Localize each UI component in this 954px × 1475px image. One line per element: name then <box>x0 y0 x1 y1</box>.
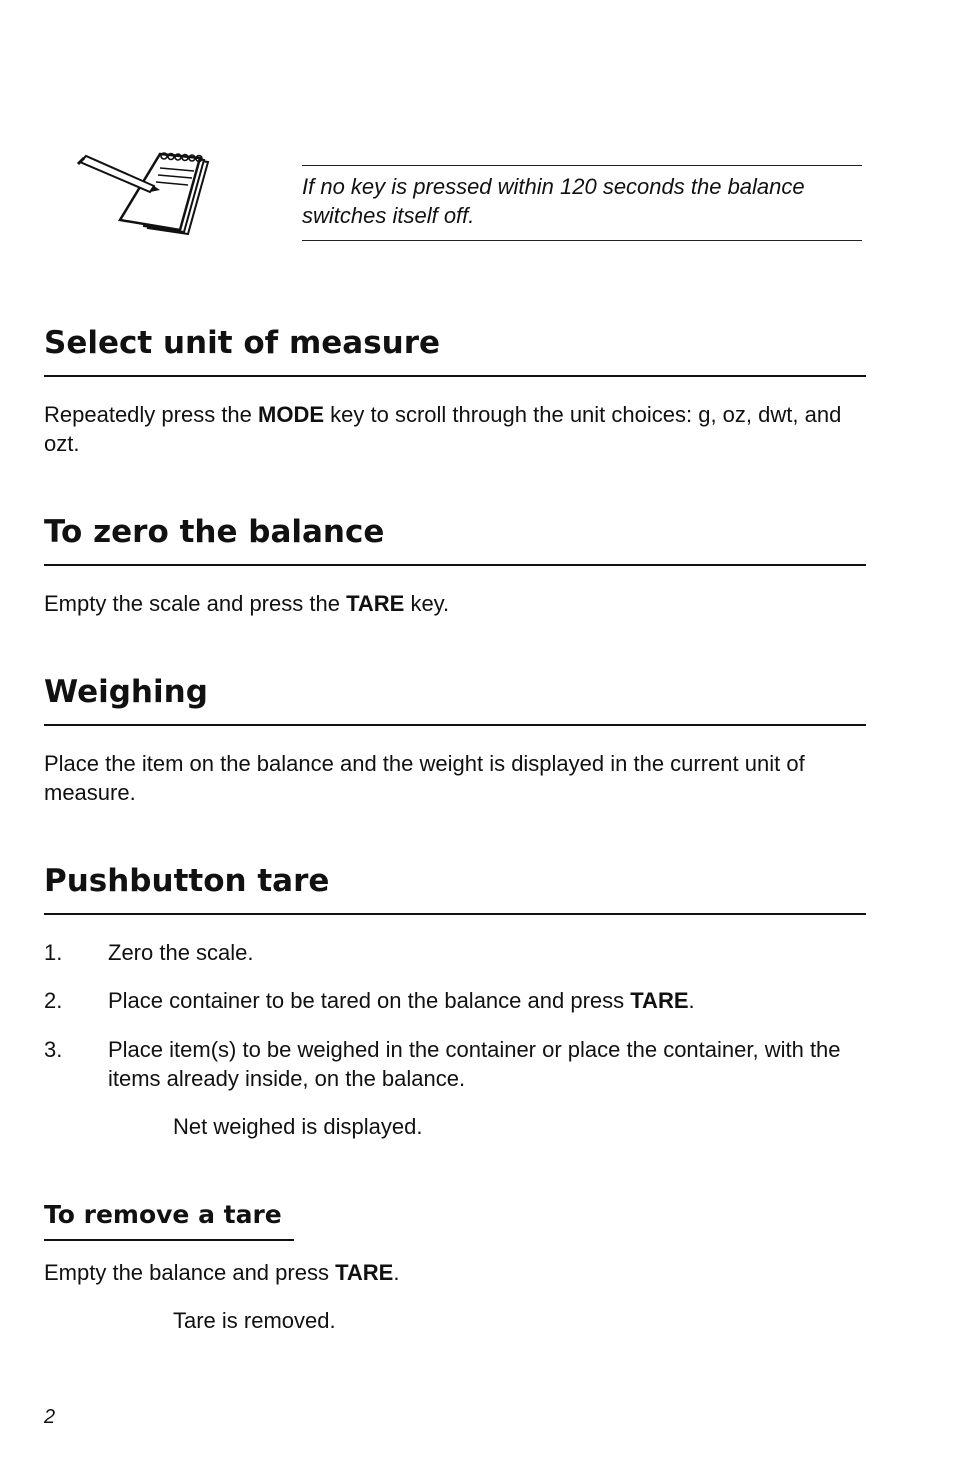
text-run: Place container to be tared on the balance and press <box>108 988 631 1013</box>
note-text: If no key is pressed within 120 seconds the balance switches itself off. <box>302 174 805 228</box>
text-run: Empty the scale and press the <box>44 591 347 616</box>
paragraph-zero-balance <box>44 589 866 618</box>
page-number: 2 <box>44 1406 56 1428</box>
text-run: . <box>688 988 695 1013</box>
text-run: Empty the balance and press <box>44 1260 336 1285</box>
step-text: Zero the scale. <box>108 940 254 965</box>
key-tare: TARE <box>335 1260 394 1285</box>
notepad-pencil-icon <box>76 150 212 240</box>
step-text: Place item(s) to be weighed in the container or place the container, with the items already inside, on the balance. <box>108 1037 841 1091</box>
paragraph-remove-tare <box>44 1258 866 1287</box>
key-tare: TARE <box>346 591 405 616</box>
heading-zero-balance: To zero the balance <box>44 512 866 566</box>
result-text: Net weighed is displayed. <box>173 1114 423 1139</box>
heading-pushbutton-tare: Pushbutton tare <box>44 861 866 915</box>
note-callout <box>302 165 862 241</box>
text-run: key to scroll through the unit choices: g, oz, dwt, and ozt. <box>44 402 842 456</box>
text-run: key. <box>404 591 450 616</box>
key-mode: MODE <box>258 402 325 427</box>
text-run: . <box>393 1260 400 1285</box>
step-number: 3. <box>44 1037 63 1062</box>
result-text: Tare is removed. <box>173 1308 336 1333</box>
paragraph-select-unit <box>44 400 866 458</box>
heading-select-unit: Select unit of measure <box>44 323 866 377</box>
paragraph-weighing: Place the item on the balance and the weight is displayed in the current unit of measure. <box>44 751 805 805</box>
heading-remove-tare: To remove a tare <box>44 1199 294 1241</box>
key-tare: TARE <box>630 988 689 1013</box>
step-text <box>108 986 848 1015</box>
heading-weighing: Weighing <box>44 672 866 726</box>
step-number: 2. <box>44 988 63 1013</box>
text-run: Repeatedly press the <box>44 402 259 427</box>
step-number: 1. <box>44 940 63 965</box>
